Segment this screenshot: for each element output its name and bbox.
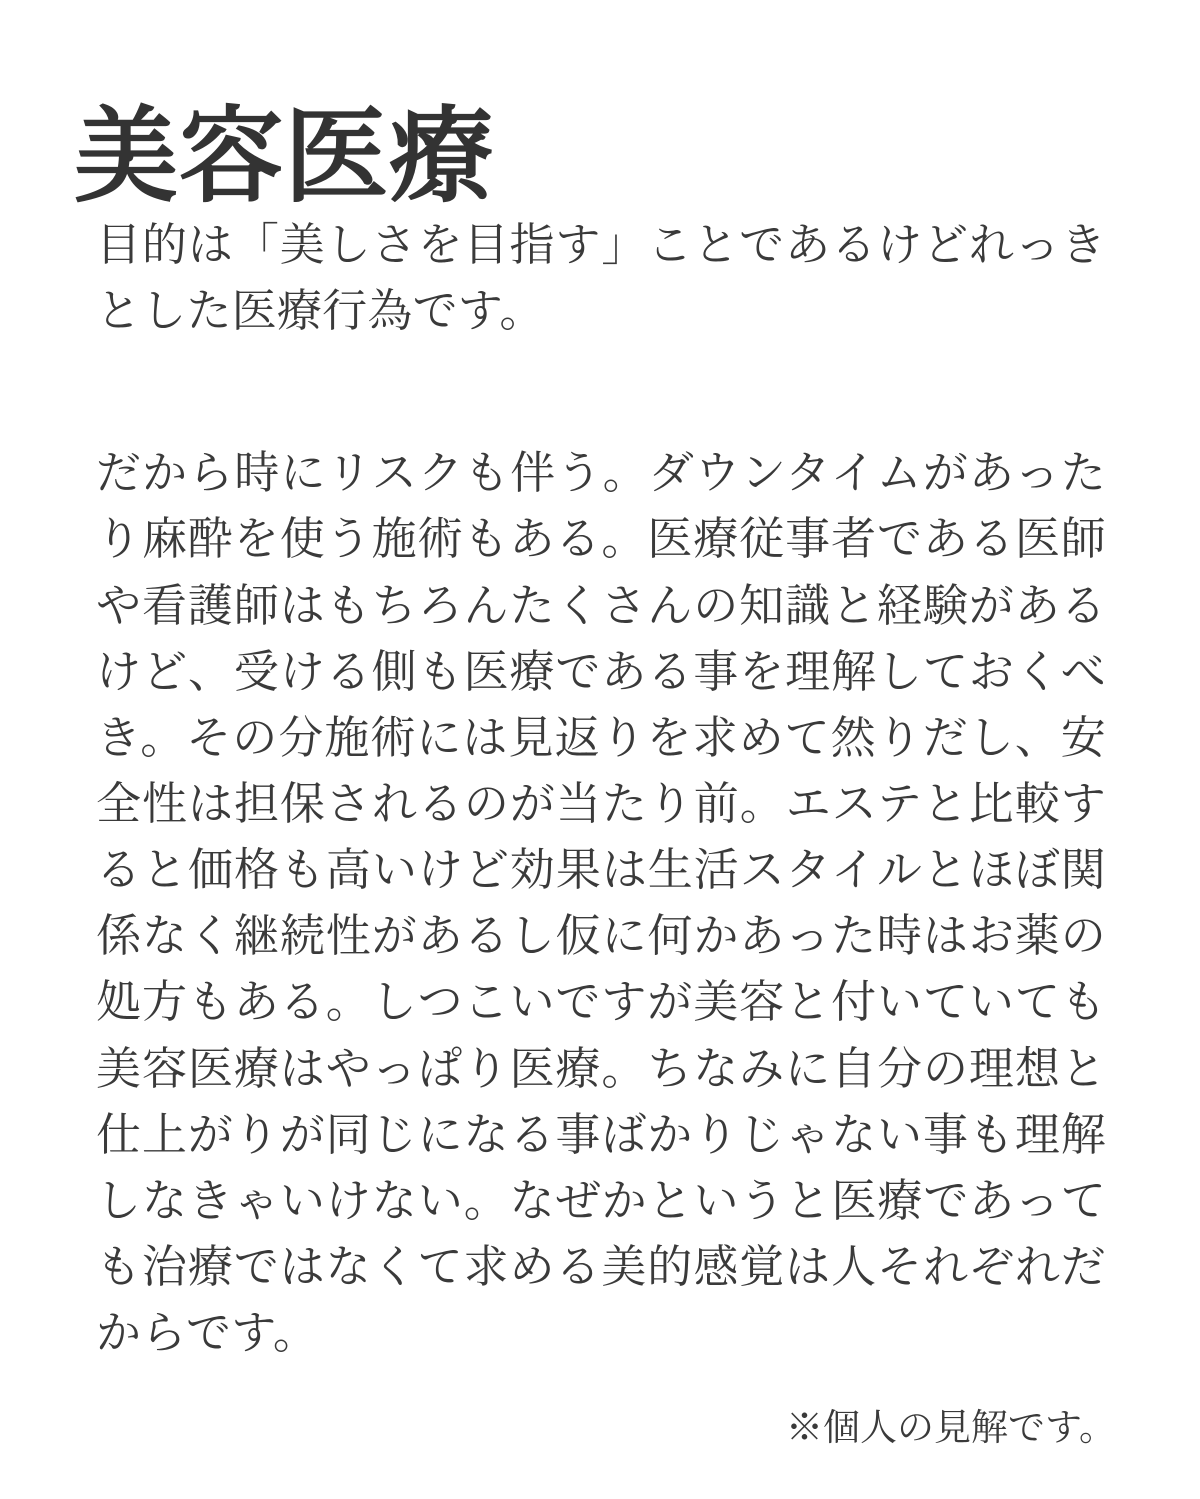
paragraph-main: だから時にリスクも伴う。ダウンタイムがあったり麻酔を使う施術もある。医療従事者である医師や看護師はもちろんたくさんの知識と経験があるけど、受ける側も医療である事を理解しておくべき。その分施術には見返りを求めて然りだし、安全性は担保されるのが当たり前。エステと比較すると価格も高いけど効果は生活スタイルとほぼ関係なく継続性があるし仮に何かあった時はお薬の処方もある。しつこいですが美容と付いていても美容医療はやっぱり医療。ちなみに自分の理想と仕上がりが同じになる事ばかりじゃない事も理解しなきゃいけない。なぜかというと医療であっても治療ではなくて求める美的感覚は人それぞれだからです。 — [96, 446, 1106, 1360]
body-text-block — [96, 212, 1106, 1366]
paragraph-intro: 目的は「美しさを目指す」ことであるけどれっきとした医療行為です。 — [96, 218, 1106, 338]
footnote: ※個人の見解です。 — [785, 1406, 1116, 1449]
page-title: 美容医療 — [74, 93, 495, 217]
